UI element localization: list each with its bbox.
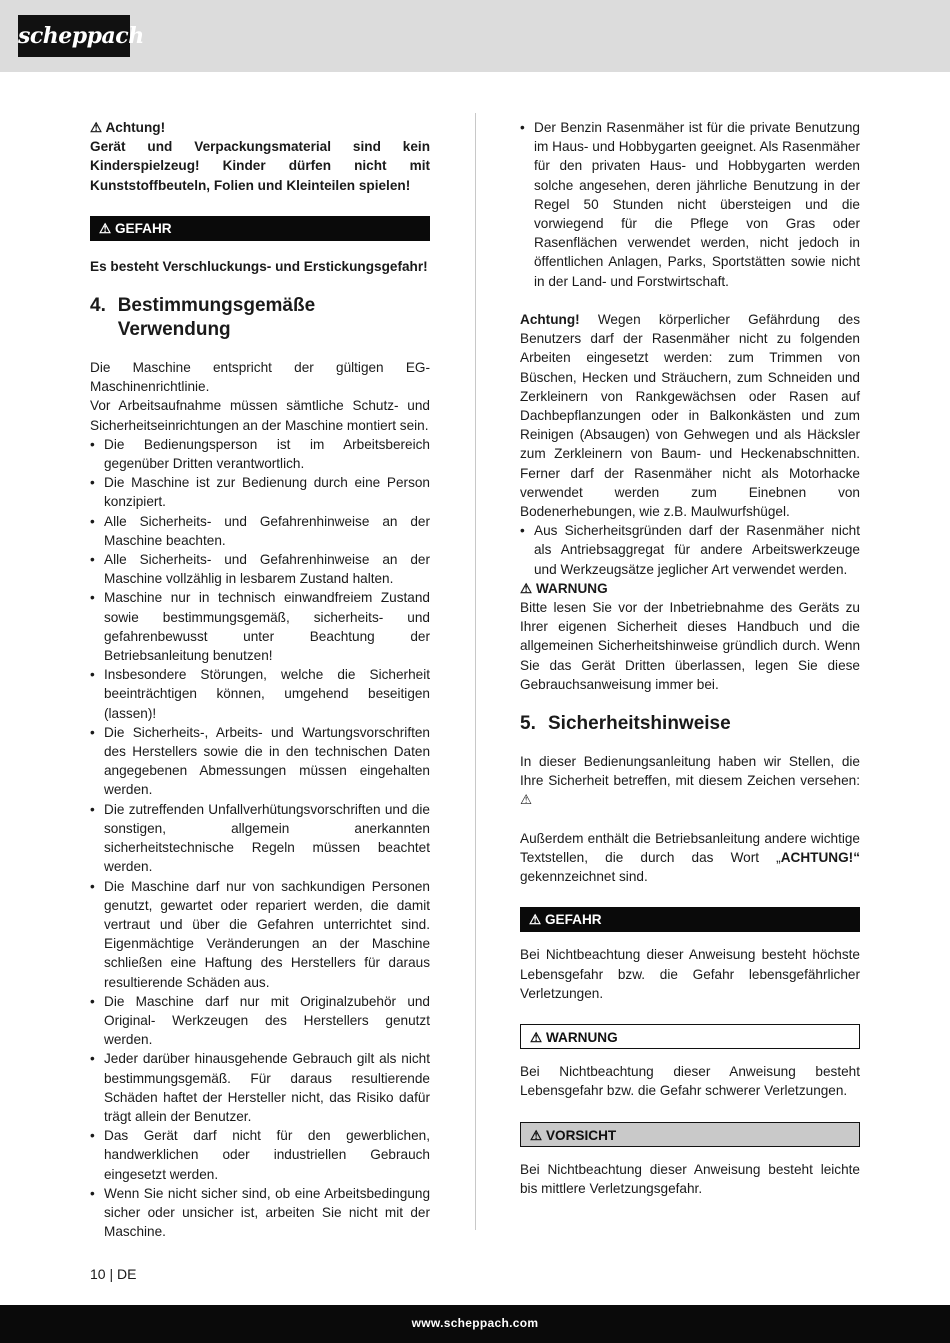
intro-paragraph-1: Die Maschine entspricht der gültigen EG-Maschinenrichtlinie. [90, 360, 430, 395]
list-item: • Die zutreffenden Unfallverhütungsvorschriften und die sonstigen, allgemein anerkannten sicherheitstechnische Regeln müssen beachtet werden. [90, 800, 430, 877]
list-item: • Jeder darüber hinausgehende Gebrauch gilt als nicht bestimmungsgemäß. Für daraus resultierende Schäden haftet der Hersteller nicht, das Risiko dafür trägt allein der Benutzer. [90, 1049, 430, 1126]
list-item: • Die Maschine darf nur mit Originalzubehör und Original- Werkzeugen des Herstellers genutzt werden. [90, 992, 430, 1050]
language-code: DE [117, 1266, 137, 1282]
achtung-paragraph [520, 310, 860, 521]
warnung-text: Bitte lesen Sie vor der Inbetriebnahme des Geräts zu Ihrer eigenen Sicherheit dieses Handbuch und die allgemeinen Sicherheitshinweise gründlich durch. Wenn Sie das Gerät Dritten überlassen, legen Sie diese Gebrauchsanweisung immer bei. [520, 600, 860, 692]
gefahr-label-box: ⚠ GEFAHR [90, 216, 430, 241]
intro-paragraph-2: Vor Arbeitsaufnahme müssen sämtliche Schutz- und Sicherheitseinrichtungen an der Maschine montiert sein. [90, 398, 430, 433]
usage-list [90, 435, 430, 1242]
website-url: www.scheppach.com [411, 1316, 539, 1330]
page-header [0, 0, 950, 72]
gefahr-text: Es besteht Verschluckungs- und Erstickungsgefahr! [90, 258, 428, 274]
list-item: • Die Sicherheits-, Arbeits- und Wartungsvorschriften des Herstellers sowie die in den technischen Daten angegebenen Abmessungen müssen eingehalten werden. [90, 723, 430, 800]
section-5-title: Sicherheitshinweise [548, 713, 731, 735]
section-4-number: 4. [90, 295, 106, 317]
column-divider [475, 113, 476, 1230]
private-use-list [520, 118, 860, 291]
gefahr-box: ⚠ GEFAHR [520, 907, 860, 932]
scheppach-logo: scheppach [18, 15, 130, 57]
achtung-label: Achtung! [520, 312, 580, 328]
section-4-title: Bestimmungsgemäße Verwendung [117, 295, 316, 341]
page-number-footer [90, 1266, 136, 1282]
footer-bar [0, 1305, 950, 1343]
section-5-number: 5. [520, 713, 536, 735]
right-column [520, 118, 860, 1198]
warnung-description: Bei Nichtbeachtung dieser Anweisung besteht Lebensgefahr bzw. die Gefahr schwerer Verletzungen. [520, 1064, 860, 1099]
section-5-heading [520, 712, 860, 736]
list-item: • Die Maschine ist zur Bedienung durch eine Person konzipiert. [90, 473, 430, 511]
page-separator: | [109, 1266, 114, 1282]
achtung-word: ACHTUNG!“ [780, 850, 860, 866]
symbol-paragraph: In dieser Bedienungsanleitung haben wir Stellen, die Ihre Sicherheit betreffen, mit diesem Zeichen versehen: ⚠ [520, 754, 860, 808]
safety-list [520, 521, 860, 579]
list-item: • Alle Sicherheits- und Gefahrenhinweise an der Maschine vollzählig in lesbarem Zustand halten. [90, 550, 430, 588]
section-4-heading [90, 294, 430, 342]
list-item: • Maschine nur in technisch einwandfreiem Zustand sowie bestimmungsgemäß, sicherheits- und gefahrenbewusst unter Beachtung der Betriebsanleitung benutzen! [90, 588, 430, 665]
vorsicht-box: ⚠ VORSICHT [520, 1122, 860, 1147]
achtung-text: Gerät und Verpackungsmaterial sind kein Kinderspielzeug! Kinder dürfen nicht mit Kunststoffbeuteln, Folien und Kleinteilen spielen! [90, 139, 430, 193]
warnung-title: ⚠ WARNUNG [520, 580, 608, 596]
achtung-word-paragraph [520, 829, 860, 887]
list-item: • Wenn Sie nicht sicher sind, ob eine Arbeitsbedingung sicher oder unsicher ist, arbeiten Sie nicht mit der Maschine. [90, 1184, 430, 1242]
list-item: • Aus Sicherheitsgründen darf der Rasenmäher nicht als Antriebsaggregat für andere Arbeitswerkzeuge und Werkzeugsätze jeglicher Art verwendet werden. [520, 521, 860, 579]
list-item: • Das Gerät darf nicht für den gewerblichen, handwerklichen oder industriellen Gebrauch eingesetzt werden. [90, 1126, 430, 1184]
list-item: • Der Benzin Rasenmäher ist für die private Benutzung im Haus- und Hobbygarten geeignet. Als Rasenmäher für den privaten Haus- und Hobbygarten werden solche angesehen, deren jährliche Benutzung in der Regel 50 Stunden nicht übersteigen und die vorwiegend für die Pflege von Gras oder Rasenflächen verwendet werden, nicht jedoch in öffentlichen Anlagen, Parks, Sportstätten sowie nicht in der Land- und Forstwirtschaft. [520, 118, 860, 291]
achtung-word-text-after: gekennzeichnet sind. [520, 869, 648, 885]
list-item: • Insbesondere Störungen, welche die Sicherheit beeinträchtigen können, umgehend beseitigen (lassen)! [90, 665, 430, 723]
vorsicht-description: Bei Nichtbeachtung dieser Anweisung besteht leichte bis mittlere Verletzungsgefahr. [520, 1161, 860, 1196]
achtung-paragraph-text: Wegen körperlicher Gefährdung des Benutzers darf der Rasenmäher nicht zu folgenden Arbeiten eingesetzt werden: zum Trimmen von Büschen, Hecken und Sträuchern, zum Schneiden und Zerkleinern von Rankgewächsen oder Rasen auf Dachbepflanzungen oder in Balkonkästen und zum Reinigen (Absaugen) von Gehwegen und als Häcksler zum Zerkleinern von Baum- und Heckenabschnitten. Ferner darf der Rasenmäher nicht als Motorhacke verwendet werden zum Einebnen von Bodenerhebungen, wie z.B. Maulwurfshügel. [520, 312, 860, 520]
gefahr-description: Bei Nichtbeachtung dieser Anweisung besteht höchste Lebensgefahr bzw. die Gefahr lebensgefährlicher Verletzungen. [520, 947, 860, 1001]
list-item: • Die Maschine darf nur von sachkundigen Personen genutzt, gewartet oder repariert werden, die damit vertraut und über die Gefahren unterrichtet sind. Eigenmächtige Veränderungen an der Maschine schließen eine Haftung des Herstellers für daraus resultierende Schäden aus. [90, 877, 430, 992]
achtung-title: ⚠ Achtung! [90, 120, 166, 135]
left-column [90, 118, 430, 1241]
warnung-box: ⚠ WARNUNG [520, 1024, 860, 1049]
list-item: • Alle Sicherheits- und Gefahrenhinweise an der Maschine beachten. [90, 512, 430, 550]
achtung-word-text-before: Außerdem enthält die Betriebsanleitung andere wichtige Textstellen, die durch das Wort „ [520, 830, 860, 866]
list-item: • Die Bedienungsperson ist im Arbeitsbereich gegenüber Dritten verantwortlich. [90, 435, 430, 473]
page-number: 10 [90, 1266, 106, 1282]
